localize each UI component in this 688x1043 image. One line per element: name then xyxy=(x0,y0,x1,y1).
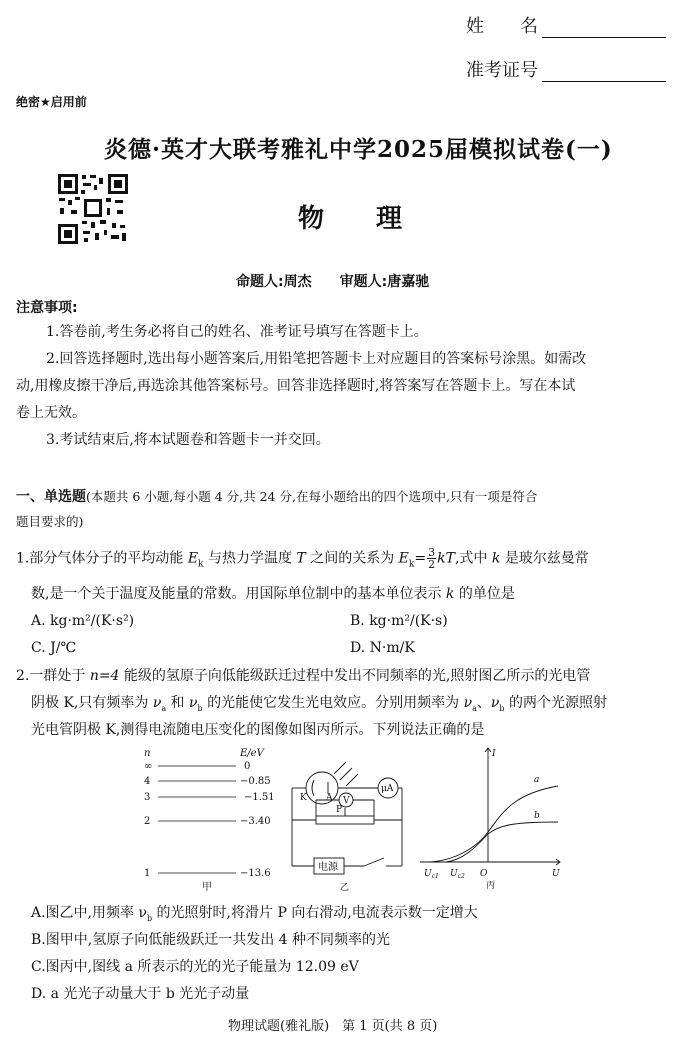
exam-id-label: 准考证号 xyxy=(466,60,538,81)
qr-code[interactable] xyxy=(57,173,129,245)
label-i: I xyxy=(492,749,496,759)
figure-jia-caption: 甲 xyxy=(202,882,212,892)
q2-line-1: 2.一群处于 n=4 能级的氢原子向低能级跃迁过程中发出不同频率的光,照射图乙所示的光电管 xyxy=(16,668,591,684)
level-n-2: 2 xyxy=(144,816,151,827)
q1-option-d[interactable]: D. N·m/K xyxy=(350,640,415,656)
exam-id-blank[interactable] xyxy=(542,61,666,82)
label-v: V xyxy=(343,796,350,806)
notice-heading: 注意事项: xyxy=(16,300,78,316)
notice-item-2a: 2.回答选择题时,选出每小题答案后,用铅笔把答题卡上对应题目的答案标号涂黑。如需改 xyxy=(46,351,587,367)
level-n-inf: ∞ xyxy=(144,761,153,772)
exam-title: 炎德·英才大联考雅礼中学2025届模拟试卷(一) xyxy=(104,136,613,163)
label-uc2: $U_{c2}$ xyxy=(450,869,465,880)
section-1-desc-b: 题目要求的) xyxy=(16,514,84,529)
figure-bing-caption: 丙 xyxy=(486,881,496,891)
level-n-4: 4 xyxy=(144,776,151,787)
label-a: A xyxy=(326,793,333,803)
q2-line-3: 光电管阴极 K,测得电流随电压变化的图像如图丙所示。下列说法正确的是 xyxy=(31,722,485,738)
section-1-header xyxy=(16,486,537,508)
name-label: 姓 名 xyxy=(466,16,538,37)
level-e-3: −1.51 xyxy=(244,792,275,803)
level-e-2: −3.40 xyxy=(240,816,271,827)
figure-yi-caption: 乙 xyxy=(340,883,350,892)
label-o: O xyxy=(480,869,488,879)
label-u: U xyxy=(552,869,560,879)
switch xyxy=(364,858,384,866)
q2-option-d[interactable]: D. a 光光子动量大于 b 光光子动量 xyxy=(31,986,250,1002)
section-1-desc-a: (本题共 6 小题,每小题 4 分,共 24 分,在每小题给出的四个选项中,只有一项是符合 xyxy=(86,489,538,504)
q1-option-c[interactable]: C. J/℃ xyxy=(31,640,77,656)
exam-id-field[interactable] xyxy=(466,56,666,82)
label-curve-a: a xyxy=(534,775,540,785)
notice-item-2c: 卷上无效。 xyxy=(16,405,86,421)
figure-energy-levels xyxy=(140,742,280,892)
label-k: K xyxy=(300,793,307,803)
fraction-3-2: $\frac{3}{2}$ xyxy=(428,546,436,571)
page-footer: 物理试题(雅礼版) 第 1 页(共 8 页) xyxy=(228,1019,438,1034)
light-ray-2 xyxy=(340,768,352,780)
level-e-1: −13.6 xyxy=(240,868,271,879)
light-ray-1 xyxy=(334,762,346,774)
curve-b xyxy=(446,822,558,862)
phototube xyxy=(306,772,338,804)
level-e-inf: 0 xyxy=(244,761,251,772)
q2-line-2: 阴极 K,只有频率为 $\nu_a$ 和 $\nu_b$ 的光能使它发生光电效应。分别用频率为 $\nu_a$、$\nu_b$ 的两个光源照射 xyxy=(31,695,607,713)
confidential-mark: 绝密★启用前 xyxy=(16,95,87,109)
light-ray-3 xyxy=(346,774,358,786)
rheostat xyxy=(316,816,374,824)
q1-line-2: 数,是一个关于温度及能量的常数。用国际单位制中的基本单位表示 k 的单位是 xyxy=(31,586,515,602)
level-n-3: 3 xyxy=(144,792,151,803)
subject-title: 物 理 xyxy=(298,204,403,234)
figure-iu-curves xyxy=(418,742,568,892)
q2-option-c[interactable]: C.图丙中,图线 a 所表示的光的光子能量为 12.09 eV xyxy=(31,959,359,975)
q1-option-a[interactable]: A. kg·m²/(K·s²) xyxy=(31,613,135,629)
level-n-1: 1 xyxy=(144,868,151,879)
level-e-label: E/eV xyxy=(240,748,264,759)
name-blank[interactable] xyxy=(542,17,666,38)
label-curve-b: b xyxy=(534,811,540,821)
section-1-title: 一、单选题 xyxy=(16,489,86,505)
notice-item-2b: 动,用橡皮擦干净后,再选涂其他答案标号。回答非选择题时,将答案写在答题卡上。写在本试 xyxy=(16,378,576,394)
q2-option-b[interactable]: B.图甲中,氢原子向低能级跃迁一共发出 4 种不同频率的光 xyxy=(31,932,390,948)
name-field[interactable] xyxy=(466,12,666,38)
label-ua: μA xyxy=(381,784,394,794)
notice-item-3: 3.考试结束后,将本试题卷和答题卡一并交回。 xyxy=(46,432,330,448)
qr-code-icon xyxy=(57,173,129,245)
notice-item-1: 1.答卷前,考生务必将自己的姓名、准考证号填写在答题卡上。 xyxy=(46,324,428,340)
q1-line-1: 1.部分气体分子的平均动能 $E_k$ 与热力学温度 T 之间的关系为 $E_k=$ $\frac{3}{2}$ kT,式中 k 是玻尔兹曼常 xyxy=(16,546,589,571)
label-p: P xyxy=(336,805,343,815)
curve-a xyxy=(426,786,558,862)
label-uc1: $U_{c1}$ xyxy=(424,869,439,880)
q2-option-a[interactable]: A.图乙中,用频率 $\nu_b$ 的光照射时,将滑片 P 向右滑动,电流表示数一定增大 xyxy=(31,905,478,923)
authors-line: 命题人:周杰 审题人:唐嘉驰 xyxy=(236,274,430,290)
label-source: 电源 xyxy=(318,862,338,873)
level-n-label: n xyxy=(144,748,151,759)
q1-option-b[interactable]: B. kg·m²/(K·s) xyxy=(350,613,448,629)
figure-circuit xyxy=(288,756,408,892)
level-e-4: −0.85 xyxy=(240,776,271,787)
